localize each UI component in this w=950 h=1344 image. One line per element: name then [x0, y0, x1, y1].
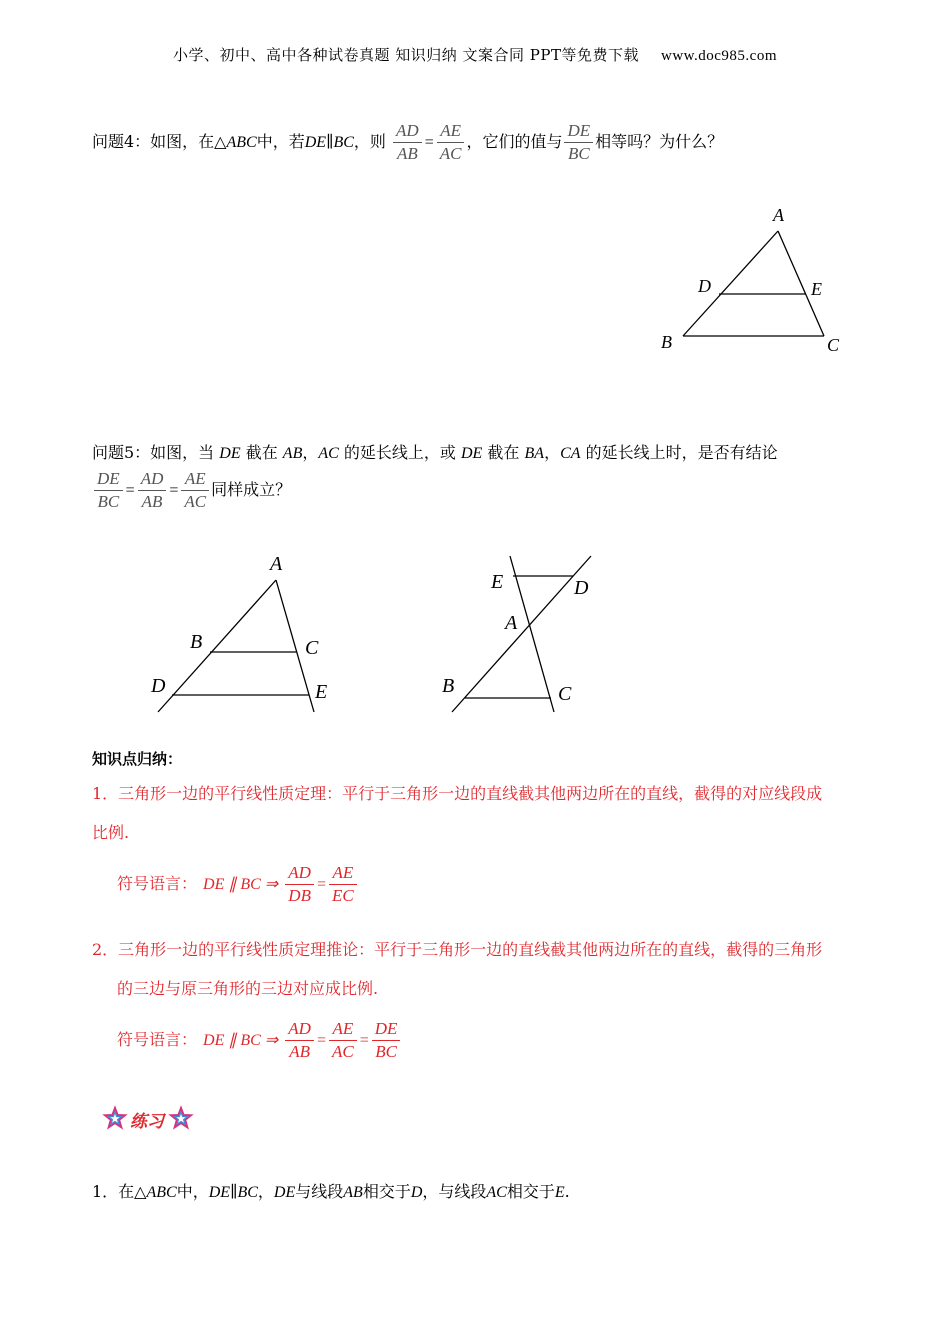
q4-f3-den: BC [567, 144, 590, 163]
ex1-run-10: 相交于 [362, 1182, 411, 1201]
q4-prefix: 问题4：如图，在△ [92, 132, 227, 151]
summary-item-1-line-1: 1．三角形一边的平行线性质定理：平行于三角形一边的直线截其他两边所在的直线，截得的对应线段成 [92, 784, 823, 803]
q5-line1-run-1: DE [219, 445, 241, 462]
fig1-label-a: A [773, 205, 784, 225]
sym1-label: 符号语言： [117, 874, 198, 893]
summary-item-2-line-1: 2．三角形一边的平行线性质定理推论：平行于三角形一边的直线截其他两边所在的直线，截得的三角形 [92, 940, 823, 959]
q5-line1-run-8: 截在 [482, 443, 525, 462]
ex1-run-4: ∥ [230, 1182, 238, 1201]
sym2-f1-num: AD [285, 1018, 314, 1041]
q5-line1-run-12: 的延长线上时，是否有结论 [580, 443, 778, 462]
sym2-f2-num: AE [329, 1018, 357, 1041]
question-4: 问题4：如图，在△ABC中，若DE∥BC，则 $\frac{AD}{AB}$ = $\frac{AE}{AC}$ ，它们的值与 $\frac{DE}{BC}$ 相等吗？为什么？ [92, 121, 724, 163]
sym2-f3-num: DE [372, 1018, 401, 1041]
header-text: 小学、初中、高中各种试卷真题 知识归纳 文案合同 PPT等免费下载 [172, 46, 639, 64]
q5-line1-run-5: AC [318, 445, 339, 462]
q5-f1-num: DE [94, 468, 123, 491]
sym1-f2-den: EC [332, 886, 354, 905]
q4-f1-num: AD [393, 120, 422, 143]
fig3-label-c: C [558, 683, 572, 705]
q5-f3-num: AE [181, 468, 209, 491]
q4-f2-den: AC [439, 144, 462, 163]
fig1-label-b: B [661, 332, 672, 352]
q5-line1-run-3: AB [282, 445, 303, 462]
sym2-f2-den: AC [332, 1042, 354, 1061]
practice-title: 练习 [130, 1112, 164, 1132]
ex1-run-2: 中， [176, 1182, 209, 1201]
ex1-run-8: 与线段 [295, 1182, 344, 1201]
ex1-run-14: 相交于 [506, 1182, 555, 1201]
q4-suffix: 相等吗？为什么？ [595, 132, 724, 151]
question-5-line-2: $\frac{DE}{BC}$ = $\frac{AD}{AB}$ = $\frac{AE}{AC}$ 同样成立？ [92, 468, 291, 513]
sym2-fraction-2 [329, 1018, 357, 1063]
q5-f1-den: BC [97, 492, 120, 511]
sym1-f1-num: AD [285, 862, 314, 885]
star-icon [104, 1107, 126, 1129]
sym2-f3-den: BC [375, 1042, 397, 1061]
ex1-run-12: ，与线段 [422, 1182, 487, 1201]
q5-line1-run-0: 问题5：如图，当 [92, 443, 220, 462]
q4-f3-num: DE [564, 120, 593, 143]
q4-de: DE [304, 134, 327, 151]
fig3-label-d: D [574, 577, 589, 599]
fig2-label-b: B [190, 631, 203, 653]
q5-line1-run-10: ， [544, 443, 561, 462]
star-icon [170, 1107, 192, 1129]
summary-item-1-line-2: 比例. [92, 823, 130, 842]
q4-f2-num: AE [437, 120, 465, 143]
ex1-run-9: AB [343, 1184, 363, 1201]
summary-title: 知识点归纳： [92, 750, 183, 768]
q4-par: ∥ [326, 132, 334, 151]
ex1-run-5: BC [237, 1184, 258, 1201]
sym1-f1-den: DB [288, 886, 311, 905]
ex1-run-15: E [554, 1184, 565, 1201]
q5-line1-run-6: 的延长线上，或 [338, 443, 461, 462]
sym2-f1-den: AB [289, 1042, 311, 1061]
fig3-label-e: E [491, 571, 504, 593]
fig1-label-e: E [811, 279, 822, 299]
q4-mid3: ，它们的值与 [466, 132, 563, 151]
sym1-fraction-1 [285, 862, 314, 907]
sym1-f2-num: AE [329, 862, 357, 885]
sym1-lhs: DE ∥ BC ⇒ [203, 876, 279, 893]
q5-f2-den: AB [141, 492, 163, 511]
sym2-lhs: DE ∥ BC ⇒ [203, 1032, 279, 1049]
sym1-fraction-2 [329, 862, 357, 907]
sym2-fraction-1 [285, 1018, 314, 1063]
symbol-language-2: 符号语言： DE ∥ BC ⇒ $\frac{AD}{AB}$ = $\frac{AE}{AC}$ = $\frac{DE}{BC}$ [117, 1018, 402, 1063]
header-url: www.doc985.com [660, 48, 777, 64]
q5-f3-den: AC [184, 492, 207, 511]
q4-mid2: ，则 [353, 132, 386, 151]
q5-line1-run-11: CA [560, 445, 581, 462]
ex1-run-13: AC [486, 1184, 507, 1201]
q4-mid1: 中，若 [256, 132, 305, 151]
fig2-label-d: D [151, 675, 166, 697]
ex1-run-7: DE [273, 1184, 296, 1201]
q5-suffix: 同样成立？ [211, 480, 292, 499]
summary-item-2-line-2: 的三边与原三角形的三边对应成比例. [117, 979, 379, 998]
fig1-label-c: C [827, 335, 840, 355]
q5-line1-run-4: ， [302, 443, 319, 462]
exercise-1 [92, 1179, 570, 1202]
ex1-run-11: D [410, 1184, 423, 1201]
ex1-run-6: ， [257, 1182, 274, 1201]
q4-abc: ABC [226, 134, 257, 151]
symbol-language-1: 符号语言： DE ∥ BC ⇒ $\frac{AD}{DB}$ = $\frac{AE}{EC}$ [117, 862, 359, 907]
q4-bc: BC [333, 134, 354, 151]
q4-f1-den: AB [396, 144, 418, 163]
q5-line1-run-9: BA [524, 445, 545, 462]
fig3-label-b: B [442, 675, 455, 697]
fig2-label-e: E [315, 681, 328, 703]
sym2-fraction-3 [372, 1018, 401, 1063]
fig3-label-a: A [505, 612, 518, 634]
ex1-run-1: ABC [146, 1184, 177, 1201]
ex1-run-0: 1．在△ [92, 1182, 147, 1201]
q5-line1-run-2: 截在 [240, 443, 283, 462]
ex1-run-3: DE [208, 1184, 231, 1201]
ex1-run-16: . [564, 1182, 570, 1201]
q5-f2-num: AD [138, 468, 167, 491]
fig1-label-d: D [698, 276, 711, 296]
fig2-label-a: A [270, 553, 283, 575]
sym2-label: 符号语言： [117, 1030, 198, 1049]
q5-line1-run-7: DE [461, 445, 483, 462]
fig2-label-c: C [305, 637, 319, 659]
ex1-text [92, 1182, 570, 1201]
